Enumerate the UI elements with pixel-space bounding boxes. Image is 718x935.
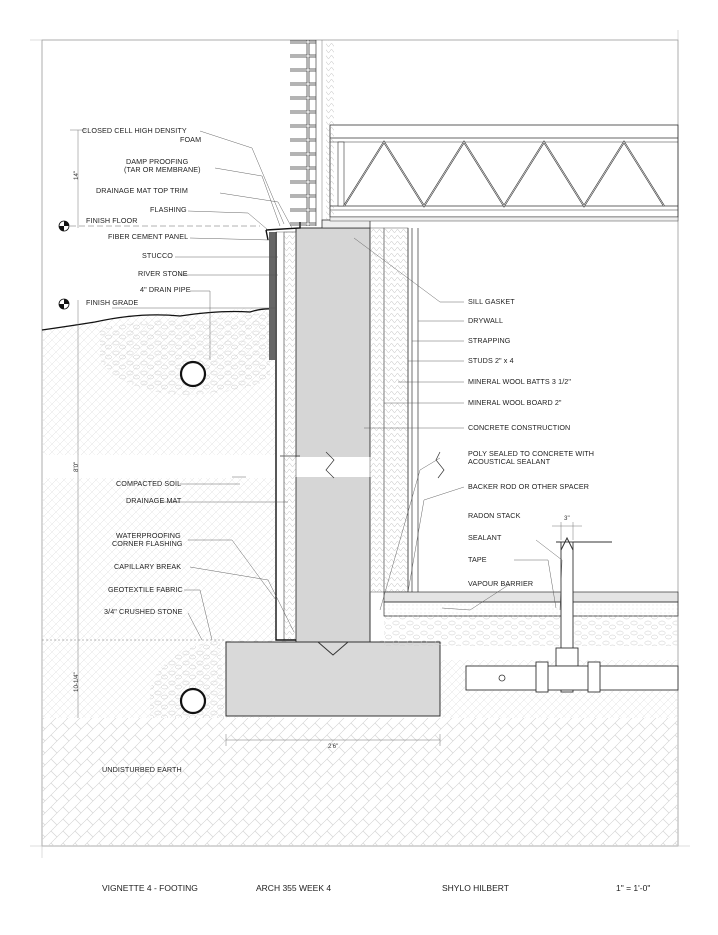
label-mineral-wool-board: MINERAL WOOL BOARD 2" (468, 398, 562, 407)
label-vapour-barrier: VAPOUR BARRIER (468, 579, 534, 588)
label-strapping: STRAPPING (468, 336, 511, 345)
drawing-scale: 1" = 1'-0" (616, 883, 651, 893)
label-closed-cell-foam-2: FOAM (180, 135, 202, 144)
label-sealant: SEALANT (468, 533, 502, 542)
label-closed-cell-foam-1: CLOSED CELL HIGH DENSITY (82, 126, 187, 135)
label-drywall: DRYWALL (468, 316, 504, 325)
finish-grade-marker-icon (59, 299, 69, 309)
label-waterproofing-1: WATERPROOFING (116, 531, 181, 540)
label-drainage-mat-top-trim: DRAINAGE MAT TOP TRIM (96, 186, 188, 195)
author-name: SHYLO HILBERT (442, 883, 509, 893)
label-fiber-cement-panel: FIBER CEMENT PANEL (108, 232, 189, 241)
label-drainage-mat: DRAINAGE MAT (126, 496, 182, 505)
label-mineral-wool-batts: MINERAL WOOL BATTS 3 1/2" (468, 377, 572, 386)
label-poly-sealed-2: ACOUSTICAL SEALANT (468, 457, 551, 466)
label-concrete-construction: CONCRETE CONSTRUCTION (468, 423, 571, 432)
label-finish-grade: FINISH GRADE (86, 298, 139, 307)
label-tape: TAPE (468, 555, 487, 564)
label-radon-stack: RADON STACK (468, 511, 521, 520)
label-undisturbed-earth: UNDISTURBED EARTH (102, 765, 182, 774)
label-geotextile-fabric: GEOTEXTILE FABRIC (108, 585, 183, 594)
course-title: ARCH 355 WEEK 4 (256, 883, 332, 893)
label-damp-proofing-1: DAMP PROOFING (126, 157, 189, 166)
dim-above-grade: 14" (73, 170, 80, 180)
label-flashing: FLASHING (150, 205, 187, 214)
label-damp-proofing-2: (TAR OR MEMBRANE) (124, 165, 201, 174)
label-poly-sealed-1: POLY SEALED TO CONCRETE WITH (468, 449, 595, 458)
label-backer-rod: BACKER ROD OR OTHER SPACER (468, 482, 590, 491)
label-drain-pipe: 4" DRAIN PIPE (140, 285, 191, 294)
label-waterproofing-2: CORNER FLASHING (112, 539, 183, 548)
label-river-stone: RIVER STONE (138, 269, 188, 278)
label-stucco: STUCCO (142, 251, 173, 260)
label-crushed-stone: 3/4" CRUSHED STONE (104, 607, 183, 616)
dim-footing-width: 2'6" (328, 743, 339, 750)
dim-wall-height: 8'0" (73, 461, 80, 472)
sheet-title: VIGNETTE 4 - FOOTING (102, 883, 198, 893)
label-studs: STUDS 2" x 4 (468, 356, 514, 365)
dim-footing-depth: 10-1/4" (73, 672, 80, 692)
label-sill-gasket: SILL GASKET (468, 297, 515, 306)
dim-radon-stack-width: 3" (564, 515, 570, 522)
label-compacted-soil: COMPACTED SOIL (116, 479, 182, 488)
label-finish-floor: FINISH FLOOR (86, 216, 138, 225)
label-capillary-break: CAPILLARY BREAK (114, 562, 182, 571)
